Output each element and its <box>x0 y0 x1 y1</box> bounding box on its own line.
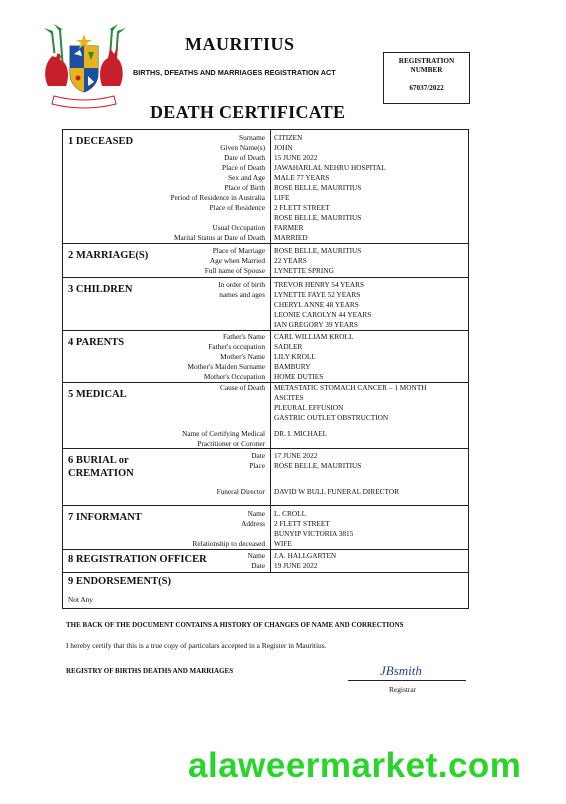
field-value: WIFE <box>274 539 292 548</box>
field-value: CARL WILLIAM KROLL <box>274 332 354 341</box>
field-label: Date of Death <box>224 153 265 162</box>
section-heading: 5 MEDICAL <box>68 389 127 400</box>
field-label: Usual Occupation <box>212 223 265 232</box>
section-registration-officer <box>63 549 468 573</box>
field-value: ROSE BELLE, MAURITIUS <box>274 461 362 470</box>
field-value: ROSE BELLE, MAURITIUS <box>274 246 362 255</box>
field-value: SADLER <box>274 342 303 351</box>
field-label: Marital Status at Date of Death <box>174 233 265 242</box>
registration-label-1: REGISTRATION <box>398 57 455 65</box>
section-heading: 2 MARRIAGE(S) <box>68 250 149 261</box>
coat-of-arms-emblem <box>38 24 130 110</box>
child-entry: TREVOR HENRY 54 YEARS <box>274 280 365 289</box>
registration-act-title: BIRTHS, DFEATHS AND MARRIAGES REGISTRATION ACT <box>133 68 336 77</box>
registration-number-box <box>383 52 470 104</box>
website-watermark: alaweermarket.com <box>188 746 522 785</box>
field-label: Period of Residence in Australia <box>170 193 265 202</box>
field-label: Practitioner or Coroner <box>197 439 265 448</box>
field-label: Funeral Director <box>216 487 265 496</box>
field-label: Date <box>251 561 265 570</box>
field-value: ROSE BELLE, MAURITIUS <box>274 213 362 222</box>
field-value: DR. I. MICHAEL <box>274 429 328 438</box>
field-value: CITIZEN <box>274 133 303 142</box>
field-value: HOME DUTIES <box>274 372 324 381</box>
signature-line <box>348 680 466 681</box>
section-heading: 9 ENDORSEMENT(S) <box>68 576 171 587</box>
document-title: DEATH CERTIFICATE <box>150 102 346 122</box>
field-value: BAMBURY <box>274 362 311 371</box>
field-value: 19 JUNE 2022 <box>274 561 318 570</box>
certification-statement: I hereby certify that this is a true copy of particulars accepted in a Register in Mauritius. <box>66 641 327 650</box>
section-heading-line: CREMATION <box>68 468 134 479</box>
field-label: Cause of Death <box>220 383 265 392</box>
field-label: Date <box>251 451 265 460</box>
field-value: LILY KROLL <box>274 352 316 361</box>
field-value: 2 FLETT STREET <box>274 519 330 528</box>
field-value: BUNYIP VICTORIA 3815 <box>274 529 354 538</box>
section-heading: 7 INFORMANT <box>68 512 142 523</box>
field-value: MALE 77 YEARS <box>274 173 330 182</box>
section-marriage <box>63 243 468 278</box>
child-entry: LEONIE CAROLYN 44 YEARS <box>274 310 372 319</box>
back-of-document-note: THE BACK OF THE DOCUMENT CONTAINS A HISTORY OF CHANGES OF NAME AND CORRECTIONS <box>66 621 404 629</box>
field-value: L. CROLL <box>274 509 307 518</box>
field-label: Age when Married <box>209 256 265 265</box>
field-value: LIFE <box>274 193 290 202</box>
child-entry: IAN GREGORY 39 YEARS <box>274 320 358 329</box>
field-label: Name of Certifying Medical <box>182 429 265 438</box>
field-label: Mother's Maiden Surname <box>187 362 265 371</box>
section-heading-line: 6 BURIAL or <box>68 455 129 466</box>
field-value: 15 JUNE 2022 <box>274 153 318 162</box>
field-label: Place of Residence <box>209 203 265 212</box>
registrar-label: Registrar <box>389 685 417 694</box>
section-heading: 4 PARENTS <box>68 337 125 348</box>
section-deceased <box>63 130 468 243</box>
section-heading <box>68 454 134 480</box>
section-heading: 3 CHILDREN <box>68 284 133 295</box>
cause-of-death: PLEURAL EFFUSION <box>274 403 344 412</box>
field-label: Father's occupation <box>208 342 265 351</box>
field-value: MARRIED <box>274 233 308 242</box>
registration-label-2: NUMBER <box>410 66 443 74</box>
field-label: Relationship to deceased <box>192 539 265 548</box>
field-value: 17 JUNE 2022 <box>274 451 318 460</box>
cause-of-death: ASCITES <box>274 393 304 402</box>
field-value: LYNETTE SPRING <box>274 266 334 275</box>
child-entry: LYNETTE FAYE 52 YEARS <box>274 290 361 299</box>
field-label: Place <box>249 461 265 470</box>
registrar-signature <box>378 660 438 680</box>
field-label: Mother's Name <box>220 352 265 361</box>
field-label: Full name of Spouse <box>204 266 265 275</box>
signature-text: JBsmith <box>380 663 422 678</box>
cause-of-death: GASTRIC OUTLET OBSTRUCTION <box>274 413 389 422</box>
field-label: Address <box>241 519 265 528</box>
field-value: JAWAHARLAL NEHRU HOSPITAL <box>274 163 386 172</box>
section-heading: 8 REGISTRATION OFFICER <box>68 554 207 565</box>
field-value: ROSE BELLE, MAURITIUS <box>274 183 362 192</box>
field-value: J.A. HALLGARTEN <box>274 551 337 560</box>
cause-of-death: METASTATIC STOMACH CANCER – 1 MONTH <box>274 383 427 392</box>
field-label: Place of Birth <box>224 183 265 192</box>
field-label: Father's Name <box>222 332 265 341</box>
registry-name: REGISTRY OF BIRTHS DEATHS AND MARRIAGES <box>66 667 234 675</box>
certificate-table <box>62 129 469 609</box>
country-title: MAURITIUS <box>185 34 295 54</box>
section-medical <box>63 382 468 449</box>
field-label: In order of birth <box>218 280 265 289</box>
section-heading: 1 DECEASED <box>68 136 134 147</box>
field-value: JOHN <box>274 143 293 152</box>
section-informant <box>63 505 468 550</box>
child-entry: CHERYL ANNE 48 YEARS <box>274 300 359 309</box>
field-label: names and ages <box>219 290 265 299</box>
field-value: 22 YEARS <box>274 256 307 265</box>
section-burial <box>63 448 468 506</box>
section-children <box>63 277 468 331</box>
section-parents <box>63 330 468 383</box>
field-value: DAVID W BULL FUNERAL DIRECTOR <box>274 487 399 496</box>
registration-number: 67037/2022 <box>409 84 444 92</box>
field-label: Name <box>247 509 265 518</box>
field-value: FARMER <box>274 223 304 232</box>
field-value: 2 FLETT STREET <box>274 203 330 212</box>
section-endorsement <box>63 572 468 609</box>
field-label: Place of Death <box>222 163 265 172</box>
field-label: Mother's Occupation <box>203 372 265 381</box>
field-label: Name <box>247 551 265 560</box>
field-label: Surname <box>239 133 265 142</box>
field-label: Sex and Age <box>228 173 265 182</box>
field-label: Place of Marriage <box>212 246 265 255</box>
endorsement-value: Not Any <box>68 595 93 604</box>
field-label: Given Name(s) <box>220 143 265 152</box>
